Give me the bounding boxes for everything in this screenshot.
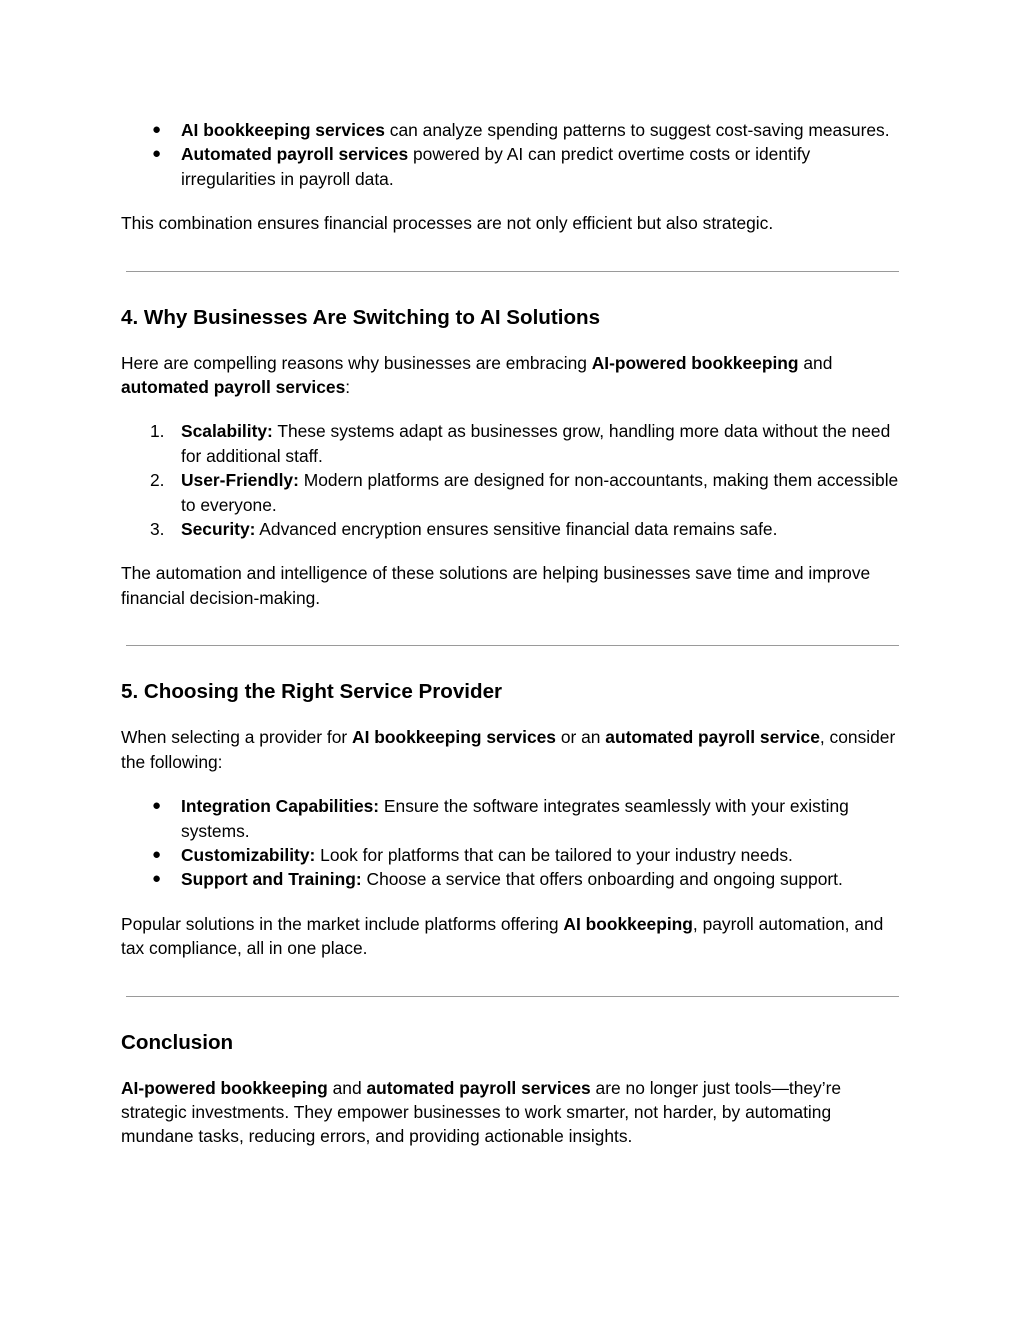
list-item-bold: User-Friendly: bbox=[181, 470, 299, 491]
list-item-text: Ensure the software integrates seamlessly with your existing systems. bbox=[181, 796, 849, 841]
conclusion-text: are no longer just tools—they’re strategic investments. They empower businesses to work smarter, not harder, by automating mundane tasks, reducing errors, and providing actionable insights. bbox=[121, 1077, 842, 1147]
list-number: 3. bbox=[150, 519, 165, 540]
section-5-bullet-list bbox=[121, 794, 901, 892]
list-number: 1. bbox=[150, 421, 165, 442]
section-5-closing bbox=[121, 912, 901, 961]
list-item bbox=[121, 794, 901, 843]
intro-bold: AI bookkeeping services bbox=[352, 727, 556, 748]
list-item-bold: AI bookkeeping services bbox=[181, 120, 385, 140]
list-item-bold: Integration Capabilities: bbox=[181, 796, 380, 817]
list-item bbox=[121, 419, 901, 468]
list-item-text: Advanced encryption ensures sensitive financial data remains safe. bbox=[255, 519, 778, 540]
bullet-icon: ● bbox=[152, 797, 162, 815]
intro-text: Here are compelling reasons why businesses are embracing bbox=[121, 352, 592, 373]
list-item-text: Modern platforms are designed for non-accountants, making them accessible to everyone. bbox=[181, 470, 899, 515]
list-item-text: powered by AI can predict overtime costs or identify irregularities in payroll data. bbox=[181, 144, 811, 189]
section-4-intro bbox=[121, 351, 901, 400]
intro-text: When selecting a provider for bbox=[121, 727, 353, 748]
list-item bbox=[121, 843, 901, 867]
list-item bbox=[121, 142, 901, 191]
conclusion-text: and bbox=[327, 1077, 367, 1098]
list-item bbox=[121, 468, 901, 517]
bullet-icon: ● bbox=[152, 145, 162, 163]
list-item-bold: Support and Training: bbox=[181, 869, 362, 890]
bullet-icon: ● bbox=[152, 845, 162, 863]
closing-bold: AI bookkeeping bbox=[563, 913, 693, 934]
intro-closing-paragraph: This combination ensures financial processes are not only efficient but also strategic. bbox=[121, 213, 774, 234]
section-4-numbered-list bbox=[121, 419, 901, 541]
bullet-icon: ● bbox=[152, 870, 162, 888]
section-5-intro bbox=[121, 725, 901, 774]
list-item-text: Look for platforms that can be tailored to your industry needs. bbox=[315, 844, 793, 865]
intro-text: or an bbox=[555, 727, 606, 748]
section-4-heading: 4. Why Businesses Are Switching to AI Solutions bbox=[121, 305, 601, 329]
list-item-text: These systems adapt as businesses grow, handling more data without the need for additional staff. bbox=[181, 421, 891, 466]
intro-text: : bbox=[345, 377, 351, 398]
list-item bbox=[121, 118, 901, 142]
intro-bold: automated payroll services bbox=[121, 377, 346, 398]
list-item-text: can analyze spending patterns to suggest cost-saving measures. bbox=[384, 120, 890, 140]
intro-bold: automated payroll service bbox=[605, 727, 820, 748]
list-item-text: Choose a service that offers onboarding and ongoing support. bbox=[361, 869, 843, 890]
bullet-icon: ● bbox=[152, 121, 162, 138]
conclusion-paragraph bbox=[121, 1076, 901, 1149]
list-number: 2. bbox=[150, 470, 165, 491]
list-item bbox=[121, 517, 901, 541]
closing-text: Popular solutions in the market include platforms offering bbox=[121, 913, 564, 934]
conclusion-heading: Conclusion bbox=[121, 1030, 234, 1054]
intro-bold: AI-powered bookkeeping bbox=[591, 352, 799, 373]
list-item bbox=[121, 867, 901, 891]
section-4-closing: The automation and intelligence of these solutions are helping businesses save time and improve financial decision-making. bbox=[121, 563, 871, 608]
conclusion-bold: AI-powered bookkeeping bbox=[121, 1077, 328, 1098]
intro-text: , consider the following: bbox=[121, 727, 896, 772]
section-5-heading: 5. Choosing the Right Service Provider bbox=[121, 680, 503, 704]
intro-bullet-list bbox=[121, 118, 901, 191]
list-item-bold: Security: bbox=[181, 519, 256, 540]
closing-text: , payroll automation, and tax compliance, all in one place. bbox=[121, 913, 884, 959]
list-item-bold: Automated payroll services bbox=[181, 144, 409, 165]
document-page bbox=[121, 118, 901, 1149]
list-item-bold: Customizability: bbox=[181, 844, 316, 865]
intro-text: and bbox=[798, 352, 833, 373]
list-item-bold: Scalability: bbox=[181, 421, 273, 442]
conclusion-bold: automated payroll services bbox=[366, 1077, 591, 1098]
